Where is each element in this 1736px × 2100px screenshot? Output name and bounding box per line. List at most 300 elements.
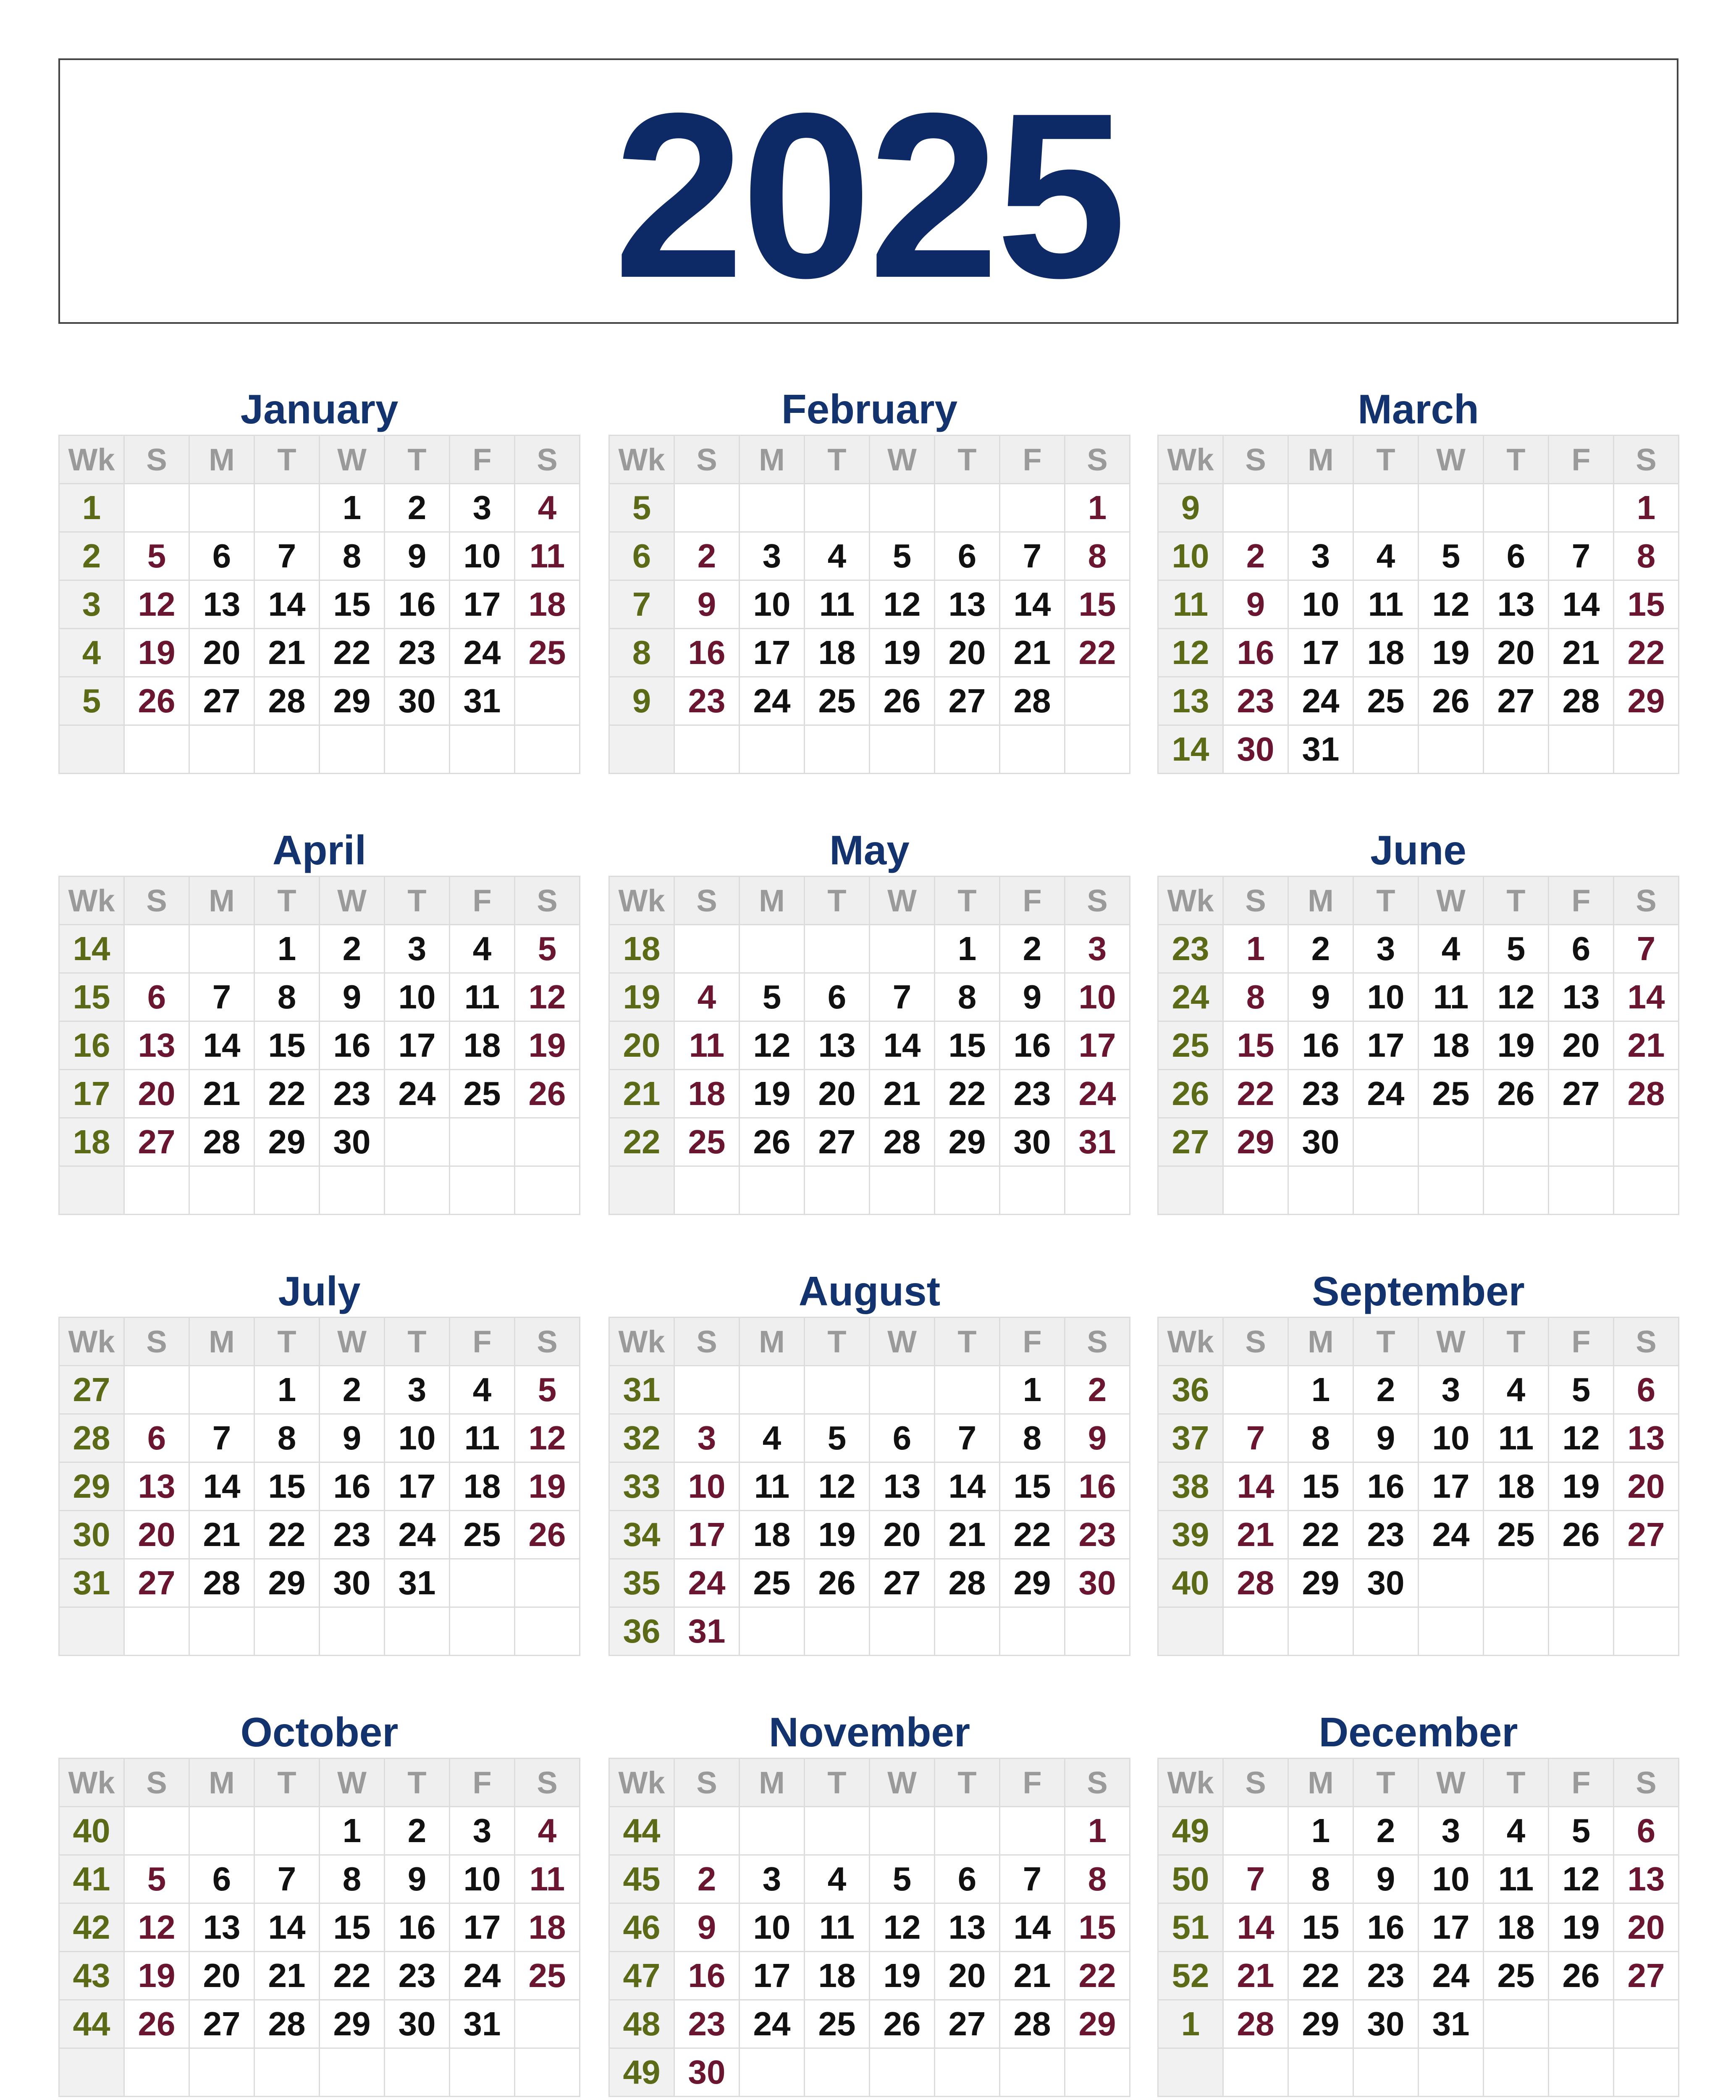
day-cell: 26 [805,1559,870,1607]
day-cell: 28 [189,1559,254,1607]
month-grid [1157,435,1679,774]
day-cell: 29 [254,1559,320,1607]
weekday-header: S [674,1759,740,1807]
day-cell: 22 [1288,1511,1353,1559]
week-number: 27 [59,1366,124,1414]
day-cell-saturday: 24 [1065,1070,1130,1118]
day-cell [254,2048,320,2097]
day-cell: 16 [385,580,450,629]
week-row [1158,1462,1679,1511]
week-number: 30 [59,1511,124,1559]
day-cell-sunday: 30 [674,2048,740,2097]
day-cell: 9 [385,1855,450,1903]
day-cell: 5 [1549,1366,1614,1414]
day-cell: 12 [740,1021,805,1070]
day-cell [805,1166,870,1215]
day-cell: 1 [320,484,385,532]
weekday-header-row [609,1759,1130,1807]
day-cell-saturday: 6 [1614,1807,1679,1855]
week-row [59,1807,580,1855]
day-cell: 8 [935,973,1000,1021]
day-cell-sunday: 14 [1223,1462,1288,1511]
day-cell: 6 [935,532,1000,580]
day-cell: 7 [870,973,935,1021]
weekday-header: T [385,436,450,484]
day-cell: 17 [1288,629,1353,677]
day-cell: 13 [870,1462,935,1511]
weekday-header: S [1614,436,1679,484]
day-cell-saturday: 13 [1614,1414,1679,1462]
week-row [59,1559,580,1607]
day-cell-saturday [1065,725,1130,774]
day-cell-saturday: 15 [1065,580,1130,629]
day-cell-sunday [1223,2048,1288,2097]
week-row [609,1559,1130,1607]
day-cell-saturday [515,677,580,725]
weekday-header: F [1000,1318,1065,1366]
day-cell-saturday [1614,1166,1679,1215]
weekday-header: T [385,1318,450,1366]
day-cell-sunday: 2 [674,532,740,580]
day-cell-saturday: 18 [515,580,580,629]
week-number: 1 [1158,2000,1223,2048]
day-cell [935,1607,1000,1656]
weekday-header: F [1000,436,1065,484]
day-cell: 6 [1484,532,1549,580]
day-cell [740,725,805,774]
day-cell: 11 [740,1462,805,1511]
day-cell [805,725,870,774]
day-cell-sunday: 11 [674,1021,740,1070]
day-cell: 9 [1353,1414,1419,1462]
month-title: March [1358,386,1479,432]
week-number: 11 [1158,580,1223,629]
day-cell: 12 [805,1462,870,1511]
day-cell: 17 [450,1903,515,1952]
day-cell: 17 [1353,1021,1419,1070]
day-cell: 1 [935,925,1000,973]
day-cell: 31 [385,1559,450,1607]
day-cell: 10 [740,580,805,629]
week-number: 28 [59,1414,124,1462]
week-number [609,1166,674,1215]
month-october [58,1706,580,2097]
day-cell: 6 [189,1855,254,1903]
weekday-header-row [59,1759,580,1807]
day-cell: 11 [805,1903,870,1952]
day-cell: 18 [450,1462,515,1511]
day-cell-sunday [124,484,189,532]
week-row [1158,1366,1679,1414]
week-row [1158,973,1679,1021]
day-cell-sunday: 28 [1223,1559,1288,1607]
day-cell: 10 [740,1903,805,1952]
month-grid [608,876,1130,1215]
day-cell: 21 [870,1070,935,1118]
weekday-header: S [1065,436,1130,484]
day-cell-saturday: 23 [1065,1511,1130,1559]
day-cell: 8 [254,973,320,1021]
week-row [1158,1166,1679,1215]
day-cell [1549,2000,1614,2048]
day-cell-sunday: 3 [674,1414,740,1462]
month-grid [1157,876,1679,1215]
day-cell: 6 [870,1414,935,1462]
day-cell [1484,1118,1549,1166]
week-number: 4 [59,629,124,677]
week-number: 36 [1158,1366,1223,1414]
week-header: Wk [59,1759,124,1807]
week-header: Wk [1158,1318,1223,1366]
day-cell [320,2048,385,2097]
day-cell-saturday: 6 [1614,1366,1679,1414]
weekday-header: T [805,877,870,925]
day-cell: 14 [189,1462,254,1511]
weekday-header: W [1419,1759,1484,1807]
day-cell-sunday: 2 [1223,532,1288,580]
week-number: 9 [1158,484,1223,532]
week-number: 31 [59,1559,124,1607]
day-cell [189,2048,254,2097]
weekday-header: M [740,436,805,484]
day-cell: 17 [1419,1462,1484,1511]
week-number: 31 [609,1366,674,1414]
day-cell-sunday: 30 [1223,725,1288,774]
day-cell [1288,1166,1353,1215]
month-grid [1157,1758,1679,2097]
day-cell: 4 [450,925,515,973]
week-number: 35 [609,1559,674,1607]
week-row [59,2000,580,2048]
day-cell: 27 [805,1118,870,1166]
day-cell [450,1118,515,1166]
day-cell-sunday [674,1366,740,1414]
weekday-header: T [385,877,450,925]
weekday-header: T [254,436,320,484]
week-header: Wk [59,877,124,925]
week-number: 33 [609,1462,674,1511]
day-cell [1484,2048,1549,2097]
day-cell-sunday [124,1807,189,1855]
week-row [1158,1903,1679,1952]
day-cell: 14 [1000,580,1065,629]
day-cell [805,925,870,973]
weekday-header: W [320,1759,385,1807]
day-cell: 1 [320,1807,385,1855]
day-cell: 16 [1288,1021,1353,1070]
day-cell: 11 [450,1414,515,1462]
day-cell-sunday [1223,1607,1288,1656]
day-cell-saturday: 15 [1065,1903,1130,1952]
day-cell: 19 [1549,1903,1614,1952]
week-header: Wk [59,436,124,484]
week-row [609,1021,1130,1070]
day-cell: 4 [450,1366,515,1414]
weekday-header: W [320,436,385,484]
day-cell: 19 [740,1070,805,1118]
week-row [609,532,1130,580]
day-cell: 10 [450,1855,515,1903]
day-cell-saturday: 5 [515,925,580,973]
day-cell [805,1607,870,1656]
day-cell [1484,484,1549,532]
day-cell-sunday: 24 [674,1559,740,1607]
day-cell: 21 [189,1070,254,1118]
day-cell: 26 [1549,1511,1614,1559]
day-cell [450,725,515,774]
day-cell: 3 [385,925,450,973]
weekday-header: T [805,1759,870,1807]
week-row [1158,532,1679,580]
day-cell: 13 [1549,973,1614,1021]
week-number: 14 [1158,725,1223,774]
week-row [59,1855,580,1903]
week-header: Wk [1158,1759,1223,1807]
day-cell: 1 [1000,1366,1065,1414]
day-cell [740,2048,805,2097]
month-grid [608,1317,1130,1656]
weekday-header: S [515,436,580,484]
week-row [1158,1118,1679,1166]
day-cell-sunday: 6 [124,973,189,1021]
day-cell-saturday [1614,1607,1679,1656]
weekday-header-row [1158,1759,1679,1807]
day-cell: 30 [1353,1559,1419,1607]
day-cell-saturday [1614,2000,1679,2048]
day-cell-saturday: 17 [1065,1021,1130,1070]
weekday-header: T [935,1759,1000,1807]
day-cell-saturday: 5 [515,1366,580,1414]
day-cell: 28 [254,2000,320,2048]
day-cell-sunday: 7 [1223,1414,1288,1462]
day-cell: 22 [254,1511,320,1559]
weekday-header: S [1223,1759,1288,1807]
week-number: 37 [1158,1414,1223,1462]
day-cell-sunday: 12 [124,1903,189,1952]
week-number: 20 [609,1021,674,1070]
day-cell: 31 [450,677,515,725]
day-cell: 13 [189,1903,254,1952]
month-title: December [1319,1709,1518,1755]
weekday-header: F [1549,1318,1614,1366]
day-cell: 1 [1288,1366,1353,1414]
weekday-header: S [1065,877,1130,925]
weekday-header: F [1549,436,1614,484]
day-cell [1549,2048,1614,2097]
day-cell-sunday: 15 [1223,1021,1288,1070]
day-cell: 20 [870,1511,935,1559]
day-cell: 18 [1419,1021,1484,1070]
day-cell: 24 [450,629,515,677]
day-cell: 11 [1353,580,1419,629]
month-title: November [768,1709,970,1755]
day-cell [935,725,1000,774]
day-cell-sunday: 26 [124,2000,189,2048]
day-cell: 4 [1484,1807,1549,1855]
week-row [609,1366,1130,1414]
day-cell: 26 [1484,1070,1549,1118]
day-cell [320,1607,385,1656]
day-cell-sunday: 2 [674,1855,740,1903]
day-cell: 25 [450,1511,515,1559]
week-row [1158,1952,1679,2000]
day-cell: 6 [189,532,254,580]
day-cell: 25 [1484,1511,1549,1559]
week-number: 41 [59,1855,124,1903]
day-cell [1353,1607,1419,1656]
week-number: 18 [609,925,674,973]
day-cell-saturday: 16 [1065,1462,1130,1511]
day-cell: 19 [1549,1462,1614,1511]
day-cell-saturday: 26 [515,1070,580,1118]
day-cell: 23 [1000,1070,1065,1118]
day-cell-sunday: 5 [124,532,189,580]
weekday-header: T [805,1318,870,1366]
weekday-header: S [515,877,580,925]
day-cell: 5 [870,532,935,580]
day-cell: 21 [1000,629,1065,677]
day-cell-sunday: 26 [124,677,189,725]
day-cell-saturday [1065,1607,1130,1656]
day-cell: 11 [1484,1414,1549,1462]
day-cell: 29 [254,1118,320,1166]
day-cell: 5 [740,973,805,1021]
day-cell [1549,1607,1614,1656]
day-cell [1288,2048,1353,2097]
month-december [1157,1706,1679,2097]
day-cell: 8 [320,532,385,580]
week-number: 40 [59,1807,124,1855]
weekday-header: M [189,877,254,925]
day-cell [254,484,320,532]
month-april [58,824,580,1215]
weekday-header: S [1223,436,1288,484]
day-cell-saturday [515,2000,580,2048]
month-grid [58,876,580,1215]
week-number: 8 [609,629,674,677]
day-cell: 21 [254,629,320,677]
week-row [59,580,580,629]
day-cell: 15 [254,1021,320,1070]
day-cell: 12 [1549,1855,1614,1903]
weekday-header: S [515,1759,580,1807]
day-cell: 30 [385,677,450,725]
month-grid [58,1758,580,2097]
day-cell [1419,1166,1484,1215]
weekday-header: S [1065,1318,1130,1366]
day-cell: 6 [935,1855,1000,1903]
day-cell [1549,1559,1614,1607]
week-row [59,1952,580,2000]
day-cell-sunday: 8 [1223,973,1288,1021]
day-cell: 6 [1549,925,1614,973]
day-cell: 5 [1549,1807,1614,1855]
day-cell: 5 [805,1414,870,1462]
day-cell-sunday: 13 [124,1462,189,1511]
month-title: July [278,1268,361,1314]
day-cell: 30 [1353,2000,1419,2048]
day-cell: 3 [1419,1807,1484,1855]
week-number: 24 [1158,973,1223,1021]
day-cell [1288,1607,1353,1656]
day-cell: 17 [385,1021,450,1070]
weekday-header: F [450,877,515,925]
week-row [59,1414,580,1462]
day-cell-saturday: 20 [1614,1903,1679,1952]
day-cell: 20 [805,1070,870,1118]
week-number: 43 [59,1952,124,2000]
day-cell: 3 [740,1855,805,1903]
day-cell-sunday [1223,484,1288,532]
day-cell: 25 [1484,1952,1549,2000]
day-cell: 4 [805,1855,870,1903]
week-number: 19 [609,973,674,1021]
day-cell [189,725,254,774]
day-cell: 30 [320,1559,385,1607]
day-cell [1549,1166,1614,1215]
week-number: 5 [59,677,124,725]
day-cell-saturday: 4 [515,484,580,532]
week-row [1158,2000,1679,2048]
week-row [59,1366,580,1414]
weekday-header: M [1288,877,1353,925]
weekday-header: T [254,1318,320,1366]
day-cell [805,2048,870,2097]
day-cell-saturday: 28 [1614,1070,1679,1118]
day-cell [189,925,254,973]
week-number: 52 [1158,1952,1223,2000]
day-cell: 13 [935,580,1000,629]
month-grid [58,1317,580,1656]
day-cell-saturday: 11 [515,1855,580,1903]
weekday-header: S [1614,877,1679,925]
day-cell [1000,1807,1065,1855]
week-row [59,1607,580,1656]
day-cell-saturday: 13 [1614,1855,1679,1903]
day-cell: 19 [805,1511,870,1559]
day-cell: 14 [1000,1903,1065,1952]
day-cell: 10 [1353,973,1419,1021]
day-cell: 17 [385,1462,450,1511]
week-row [1158,1559,1679,1607]
day-cell: 27 [189,677,254,725]
week-row [609,1118,1130,1166]
day-cell [1419,725,1484,774]
day-cell: 16 [320,1021,385,1070]
day-cell: 4 [740,1414,805,1462]
day-cell: 1 [254,925,320,973]
day-cell-sunday: 13 [124,1021,189,1070]
week-row [59,1903,580,1952]
day-cell-saturday: 9 [1065,1414,1130,1462]
day-cell: 9 [385,532,450,580]
week-row [609,2000,1130,2048]
week-row [59,1118,580,1166]
day-cell: 17 [1419,1903,1484,1952]
day-cell-sunday: 21 [1223,1511,1288,1559]
day-cell [1000,725,1065,774]
month-february [608,383,1130,774]
day-cell-saturday: 20 [1614,1462,1679,1511]
week-number [59,1166,124,1215]
day-cell: 2 [1288,925,1353,973]
day-cell: 18 [1353,629,1419,677]
week-number: 38 [1158,1462,1223,1511]
week-header: Wk [609,877,674,925]
week-row [609,580,1130,629]
day-cell: 16 [320,1462,385,1511]
day-cell: 15 [320,1903,385,1952]
